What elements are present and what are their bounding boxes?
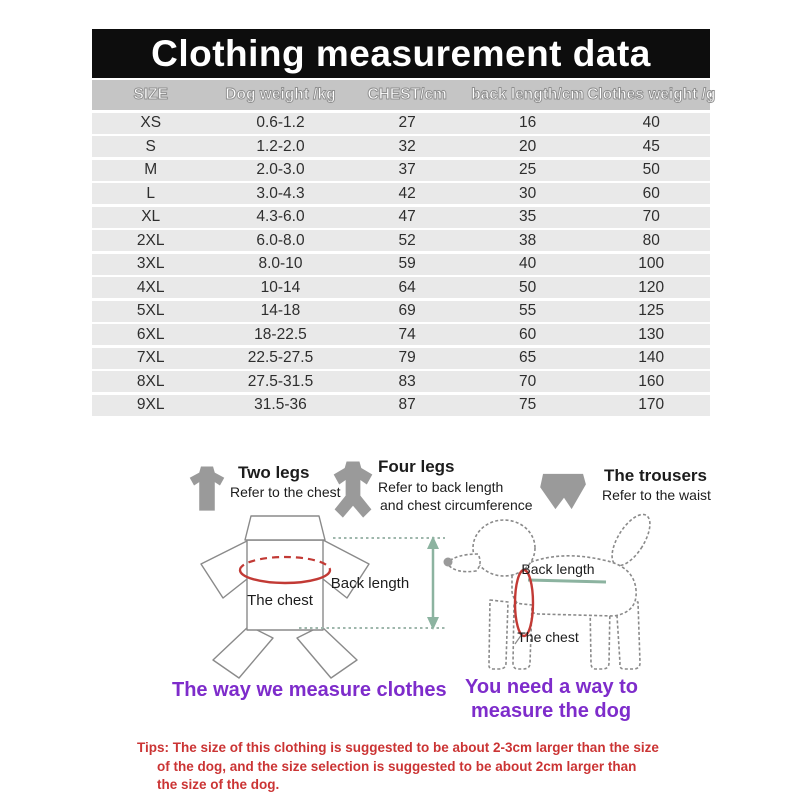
table-cell: 3.0-4.3 (256, 184, 305, 202)
table-cell: 45 (642, 137, 660, 155)
table-cell: 52 (398, 231, 416, 249)
table-cell: 42 (398, 184, 416, 202)
table-cell: L (146, 184, 156, 202)
legend-four-legs-title: Four legs (378, 457, 455, 476)
table-cell: 87 (398, 396, 416, 413)
table-cell: 8XL (136, 372, 165, 390)
table-cell: 50 (642, 161, 660, 178)
tips-line-3: the size of the dog. (157, 777, 280, 792)
table-row (92, 160, 710, 181)
table-cell: 70 (519, 372, 537, 390)
table-cell: 18-22.5 (254, 325, 307, 343)
table-row (92, 113, 710, 134)
page-title: Clothing measurement data (151, 32, 651, 74)
table-cell: XL (141, 208, 161, 225)
legend-two-legs-desc: Refer to the chest (230, 484, 341, 500)
table-row (92, 395, 710, 416)
clothes-caption: The way we measure clothes (172, 679, 447, 701)
dog-caption-line-2: measure the dog (471, 700, 632, 722)
table-cell: 125 (638, 302, 665, 319)
table-cell: 16 (519, 114, 537, 131)
table-row (92, 324, 710, 345)
table-cell: 32 (398, 137, 416, 155)
table-cell: 40 (519, 255, 537, 272)
table-cell: 75 (519, 396, 537, 413)
dog-back-length-label: Back length (521, 561, 595, 577)
table-cell: 14-18 (260, 302, 301, 319)
table-cell: 37 (398, 161, 416, 178)
two-leg-garment-icon (188, 464, 226, 514)
table-cell: 35 (519, 208, 537, 225)
table-cell: 8.0-10 (258, 255, 303, 272)
table-row (92, 230, 710, 251)
table-row (92, 183, 710, 204)
table-cell: 2XL (136, 231, 165, 249)
table-cell: 55 (519, 302, 537, 319)
garment-right-leg (297, 626, 357, 678)
table-cell: 100 (638, 255, 665, 272)
table-cell: 3XL (136, 255, 165, 272)
tips-text (137, 739, 659, 795)
header-back-length: back length/cm (471, 86, 585, 103)
table-cell: S (145, 137, 156, 155)
title-bar (92, 29, 710, 78)
dog-chest-label: The chest (517, 629, 579, 645)
clothes-back-length-label: Back length (330, 575, 410, 592)
table-cell: M (144, 161, 158, 178)
table-cell: 20 (519, 137, 537, 155)
table-cell: 6XL (136, 325, 165, 343)
table-cell: 1.2-2.0 (256, 137, 305, 155)
table-cell: 9XL (136, 396, 165, 413)
table-cell: 70 (642, 208, 660, 225)
table-cell: 120 (638, 278, 665, 296)
table-cell: 47 (398, 208, 416, 225)
dog-front-leg-near (489, 600, 508, 669)
table-cell: 79 (398, 349, 416, 366)
header-clothes-weight: Clothes weight /g (587, 86, 716, 103)
garment-left-leg (213, 626, 273, 678)
table-cell: 22.5-27.5 (247, 349, 314, 366)
table-cell: 69 (398, 302, 416, 319)
table-cell: 4.3-6.0 (256, 208, 305, 225)
dog-nose (444, 558, 453, 567)
clothes-chest-label: The chest (247, 592, 313, 609)
legend-four-legs-desc-1: Refer to back length (378, 479, 504, 495)
table-cell: 25 (519, 161, 537, 178)
table-cell: 74 (398, 325, 416, 343)
table-row (92, 301, 710, 322)
table-cell: 30 (519, 184, 537, 202)
table-cell: 64 (398, 278, 416, 296)
table-cell: 59 (398, 255, 416, 272)
garment-collar (245, 516, 325, 540)
table-cell: 6.0-8.0 (256, 231, 305, 249)
legend-trousers-desc: Refer to the waist (602, 487, 711, 503)
dog-tail (605, 509, 658, 572)
table-cell: 7XL (136, 349, 165, 366)
table-cell: 4XL (136, 278, 165, 296)
table-header-row (92, 80, 716, 110)
table-cell: 38 (519, 231, 537, 249)
table-cell: 130 (638, 325, 665, 343)
table-cell: XS (140, 114, 162, 131)
legend-two-legs-title: Two legs (238, 463, 310, 482)
table-cell: 140 (638, 349, 665, 366)
table-cell: 50 (519, 278, 537, 296)
clothes-measurement-diagram (183, 508, 448, 680)
table-row (92, 254, 710, 275)
table-cell: 31.5-36 (254, 396, 307, 413)
table-cell: 83 (398, 372, 416, 390)
header-chest: CHEST/cm (367, 86, 447, 103)
table-row (92, 136, 710, 157)
dog-caption-line-1: You need a way to (465, 676, 638, 698)
table-cell: 2.0-3.0 (256, 161, 305, 178)
table-cell: 170 (638, 396, 665, 413)
table-cell: 65 (519, 349, 537, 366)
table-cell: 5XL (136, 302, 165, 319)
legend-four-legs-desc-2: and chest circumference (380, 497, 533, 513)
table-row (92, 348, 710, 369)
table-cell: 80 (642, 231, 660, 249)
table-cell: 27 (398, 114, 416, 131)
garment-body (247, 540, 323, 630)
tips-line-2: of the dog, and the size selection is suggested to be about 2cm larger than (157, 758, 637, 774)
table-body (92, 113, 710, 416)
trousers-icon (540, 472, 588, 512)
table-cell: 60 (642, 184, 660, 202)
dog-back-length-line (528, 580, 606, 582)
header-size: SIZE (133, 86, 168, 103)
table-cell: 10-14 (260, 278, 301, 296)
header-dog-weight: Dog weight /kg (225, 86, 336, 103)
table-cell: 0.6-1.2 (256, 114, 305, 131)
dog-caption (465, 675, 638, 723)
table-cell: 27.5-31.5 (247, 372, 314, 390)
table-cell: 60 (519, 325, 537, 343)
dog-measurement-diagram (438, 508, 693, 680)
table-row (92, 371, 710, 392)
legend-trousers-title: The trousers (604, 466, 707, 485)
tips-line-1: Tips: The size of this clothing is suggested to be about 2-3cm larger than the size (137, 740, 659, 755)
table-row (92, 277, 710, 298)
table-cell: 40 (642, 114, 660, 131)
size-table (92, 80, 716, 416)
table-row (92, 207, 710, 228)
table-cell: 160 (638, 372, 665, 390)
